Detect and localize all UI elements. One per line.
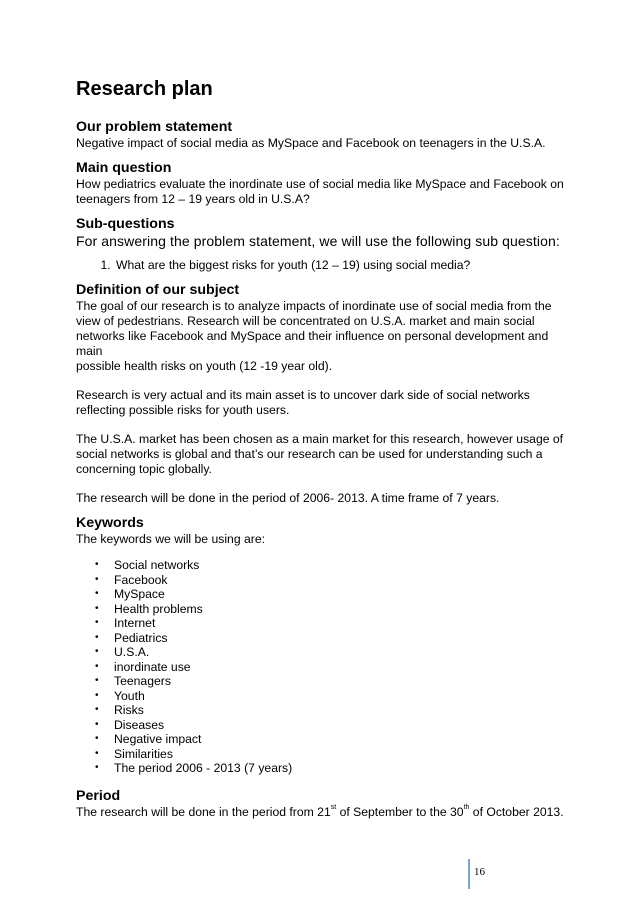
keyword-item [95, 659, 576, 675]
bullet-icon: • [95, 675, 99, 686]
keyword-item [95, 572, 576, 588]
keyword-text: Youth [114, 688, 145, 703]
keyword-item [95, 717, 576, 733]
period-superscript: st [330, 804, 337, 812]
problem-statement-text: Negative impact of social media as MySpace and Facebook on teenagers in the U.S.A. [76, 136, 546, 150]
keywords-heading: Keywords [76, 515, 144, 531]
bullet-icon: • [95, 718, 99, 730]
definition-line: view of pedestrians. Research will be concentrated on U.S.A. market and main social [76, 314, 535, 328]
keyword-item [95, 688, 576, 704]
main-question-section [76, 160, 576, 207]
main-question-text [76, 177, 576, 207]
keyword-text: U.S.A. [114, 645, 150, 659]
keyword-text: Social networks [114, 558, 200, 572]
bullet-icon: • [95, 602, 99, 614]
keyword-text: Negative impact [114, 732, 202, 746]
definition-line: networks like Facebook and MySpace and their influence on personal development and main [76, 329, 549, 358]
definition-line: possible health risks on youth (12 -19 year old). [76, 359, 333, 373]
period-text [76, 805, 576, 820]
definition-line: The U.S.A. market has been chosen as a main market for this research, however usage of [76, 432, 564, 446]
definition-line: social networks is global and that’s our research can be used for understanding such a [76, 447, 543, 461]
page-content [76, 77, 576, 820]
page-title: Research plan [76, 78, 213, 100]
bullet-icon: • [95, 559, 99, 570]
keyword-text: Similarities [114, 746, 173, 761]
keyword-item [95, 732, 576, 747]
definition-paragraph [76, 388, 576, 418]
keywords-list [76, 558, 576, 776]
bullet-icon: • [95, 588, 99, 599]
definition-paragraph [76, 299, 576, 374]
period-text-part: of October 2013. [469, 804, 564, 819]
keyword-item [95, 630, 576, 646]
period-text-part: of September to the 30 [336, 804, 464, 819]
sub-questions-heading: Sub-questions [76, 216, 175, 232]
keyword-text: Internet [114, 616, 156, 630]
bullet-icon: • [95, 573, 99, 585]
keyword-text: Risks [114, 703, 144, 717]
bullet-icon: • [95, 689, 99, 701]
bullet-icon: • [95, 631, 99, 643]
main-question-line: How pediatrics evaluate the inordinate use of social media like MySpace and Facebook on [76, 177, 564, 191]
period-superscript: th [463, 804, 470, 812]
keyword-item [95, 674, 576, 689]
sub-question-item: 1. What are the biggest risks for youth (12 – 19) using social media? [114, 258, 576, 273]
definition-line: concerning topic globally. [76, 462, 212, 476]
definition-line: reflecting possible risks for youth users. [76, 403, 290, 417]
page-number: 16 [474, 866, 485, 878]
bullet-icon: • [95, 646, 99, 657]
definition-line: Research is very actual and its main asset is to uncover dark side of social networks [76, 388, 530, 402]
bullet-icon: • [95, 733, 99, 744]
bullet-icon: • [95, 762, 99, 773]
keyword-text: inordinate use [114, 659, 191, 674]
keyword-text: Diseases [114, 717, 165, 732]
keyword-item [95, 558, 576, 573]
definition-paragraph: The research will be done in the period of 2006- 2013. A time frame of 7 years. [76, 491, 500, 505]
keyword-text: Pediatrics [114, 630, 168, 645]
sub-questions-section [76, 216, 576, 273]
keyword-text: The period 2006 - 2013 (7 years) [114, 761, 293, 775]
keyword-text: Health problems [114, 601, 203, 616]
keywords-intro: The keywords we will be using are: [76, 532, 265, 546]
main-question-heading: Main question [76, 160, 172, 176]
period-text-part: The research will be done in the period from 21 [76, 804, 331, 819]
bullet-icon: • [95, 617, 99, 628]
period-section [76, 788, 576, 820]
keyword-item [95, 601, 576, 617]
bullet-icon: • [95, 747, 99, 759]
bullet-icon: • [95, 704, 99, 715]
definition-heading: Definition of our subject [76, 282, 240, 298]
keyword-item [95, 587, 576, 602]
keyword-item [95, 746, 576, 762]
main-question-line: teenagers from 12 – 19 years old in U.S.A? [76, 192, 310, 206]
keyword-text: Teenagers [114, 674, 171, 688]
period-heading: Period [76, 787, 121, 804]
sub-questions-intro: For answering the problem statement, we will use the following sub question: [76, 233, 560, 249]
keyword-item [95, 761, 576, 776]
bullet-icon: • [95, 660, 99, 672]
keyword-item [95, 616, 576, 631]
keyword-text: MySpace [114, 587, 165, 601]
definition-paragraph [76, 432, 576, 477]
definition-line: The goal of our research is to analyze impacts of inordinate use of social media from the [76, 299, 552, 313]
problem-statement-section [76, 119, 576, 151]
keyword-item [95, 703, 576, 718]
keyword-text: Facebook [114, 572, 168, 587]
problem-statement-heading: Our problem statement [76, 119, 233, 135]
footer-divider [468, 859, 470, 889]
keywords-section [76, 515, 576, 776]
keyword-item [95, 645, 576, 660]
definition-section [76, 282, 576, 506]
sub-questions-list [76, 258, 576, 273]
